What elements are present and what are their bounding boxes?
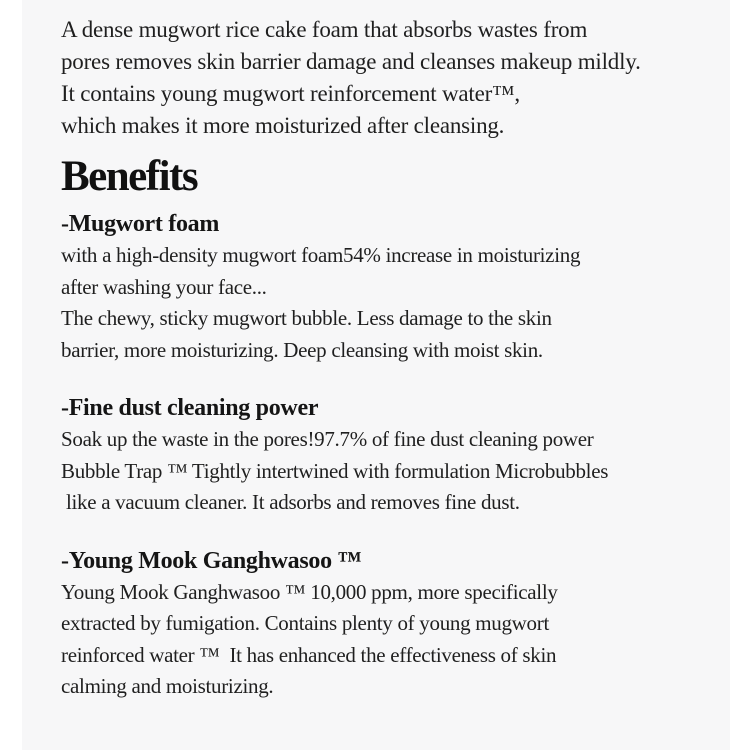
benefit-line: calming and moisturizing. bbox=[61, 674, 274, 698]
benefit-line: reinforced water ™ It has enhanced the effectiveness of skin bbox=[61, 642, 557, 667]
benefit-line: The chewy, sticky mugwort bubble. Less damage to the skin bbox=[61, 306, 552, 330]
benefit-young-mook bbox=[61, 545, 741, 703]
benefit-mugwort-foam bbox=[61, 208, 741, 366]
benefit-line: with a high-density mugwort foam54% increase in moisturizing bbox=[61, 243, 581, 267]
benefit-heading: -Mugwort foam bbox=[61, 211, 220, 237]
benefits-heading: Benefits bbox=[61, 153, 198, 200]
benefit-fine-dust bbox=[61, 392, 741, 519]
benefit-heading: -Fine dust cleaning power bbox=[61, 395, 319, 421]
benefit-line: after washing your face... bbox=[61, 274, 267, 299]
benefit-line: Bubble Trap ™ Tightly intertwined with formulation Microbubbles bbox=[61, 458, 609, 483]
benefit-line: barrier, more moisturizing. Deep cleansing with moist skin. bbox=[61, 337, 543, 362]
benefit-line: Young Mook Ganghwasoo ™ 10,000 ppm, more specifically bbox=[61, 579, 558, 604]
benefit-heading: -Young Mook Ganghwasoo ™ bbox=[61, 547, 362, 574]
product-description bbox=[61, 14, 741, 703]
benefit-line: like a vacuum cleaner. It adsorbs and removes fine dust. bbox=[61, 490, 520, 514]
intro-line: A dense mugwort rice cake foam that absorbs wastes from bbox=[61, 17, 588, 42]
intro-line: which makes it more moisturized after cleansing. bbox=[61, 113, 505, 138]
benefit-line: Soak up the waste in the pores!97.7% of fine dust cleaning power bbox=[61, 427, 594, 451]
intro-line: pores removes skin barrier damage and cleanses makeup mildly. bbox=[61, 49, 641, 74]
intro-line: It contains young mugwort reinforcement water™, bbox=[61, 81, 520, 106]
benefit-line: extracted by fumigation. Contains plenty of young mugwort bbox=[61, 611, 549, 635]
intro-paragraph bbox=[61, 14, 741, 142]
